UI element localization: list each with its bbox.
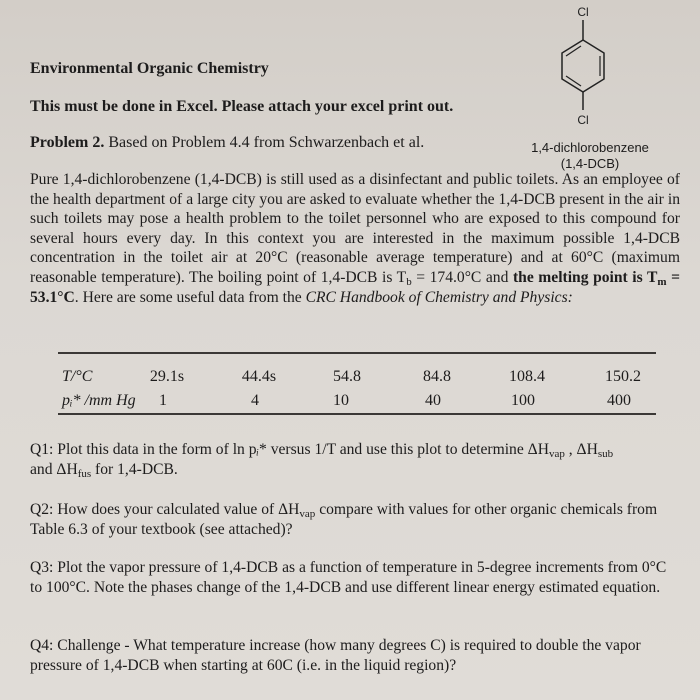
molecule-name xyxy=(520,140,660,172)
temperature-cell: 84.8 xyxy=(423,368,451,385)
molecule-name-line1: 1,4-dichlorobenzene xyxy=(531,140,649,155)
course-title: Environmental Organic Chemistry xyxy=(30,60,269,77)
dichlorobenzene-structure xyxy=(548,2,618,128)
pressure-cell: 100 xyxy=(511,392,535,409)
temperature-row-label: T/°C xyxy=(62,368,93,385)
pressure-cell: 4 xyxy=(251,392,259,409)
temperature-cell: 108.4 xyxy=(509,368,545,385)
molecule-name-line2: (1,4-DCB) xyxy=(560,156,620,171)
bottom-chlorine-label: Cl xyxy=(577,113,589,127)
problem-heading xyxy=(30,134,424,152)
problem-source: Based on Problem 4.4 from Schwarzenbach et al. xyxy=(104,134,425,151)
temperature-cell: 29.1s xyxy=(149,368,185,385)
top-chlorine-label: Cl xyxy=(577,5,589,19)
question-1: Q1: Plot this data in the form of ln pᵢ* versus 1/T and use this plot to determine $\Delta H_{vap}$ , $\Delta H_{sub}$ and $\Delta H_{fus}$ for 1,4-DCB. xyxy=(30,441,614,480)
pressure-cell: 10 xyxy=(333,392,349,409)
pressure-cell: 400 xyxy=(607,392,631,409)
pressure-cell: 40 xyxy=(425,392,441,409)
temperature-cell: 54.8 xyxy=(333,368,361,385)
pressure-row-label: pᵢ* /mm Hg xyxy=(62,392,136,409)
excel-instruction: This must be done in Excel. Please attach your excel print out. xyxy=(30,98,454,115)
pressure-cell: 1 xyxy=(159,392,167,409)
table-top-rule xyxy=(58,352,656,354)
question-2: Q2: How does your calculated value of $\Delta H_{vap}$ compare with values for other organic chemicals from Table 6.3 of your textbook (see attached)? xyxy=(30,501,658,538)
question-3: Q3: Plot the vapor pressure of 1,4-DCB as a function of temperature in 5-degree increments from 0°C to 100°C. Note the phases change of the 1,4-DCB and use different linear energy estimated equation. xyxy=(30,559,667,596)
question-4: Q4: Challenge - What temperature increase (how many degrees C) is required to double the vapor pressure of 1,4-DCB when starting at 60C (i.e. in the liquid region)? xyxy=(30,637,641,674)
temperature-cell: 150.2 xyxy=(605,368,641,385)
problem-label: Problem 2. xyxy=(30,134,105,151)
table-bottom-rule xyxy=(58,413,656,415)
temperature-cell: 44.4s xyxy=(241,368,277,385)
problem-intro: Pure 1,4-dichlorobenzene (1,4-DCB) is still used as a disinfectant and public toilets. As an employee of the health department of a large city you are asked to evaluate whether the 1,4-DCB present in the air in such toilets may pose a health problem to the toilet personnel who are exposed to this compound for several hours every day. In this context you are interested in the maximum possible 1,4-DCB concentration in the toilet air at 20°C (reasonable average temperature) and at 60°C (maximum reasonable temperature). The boiling point of 1,4-DCB is $T_b = 174.0^\circ C$ and the melting point is $T_m = 53.1^\circ C$. Here are some useful data from the CRC Handbook of Chemistry and Physics: xyxy=(30,171,680,306)
